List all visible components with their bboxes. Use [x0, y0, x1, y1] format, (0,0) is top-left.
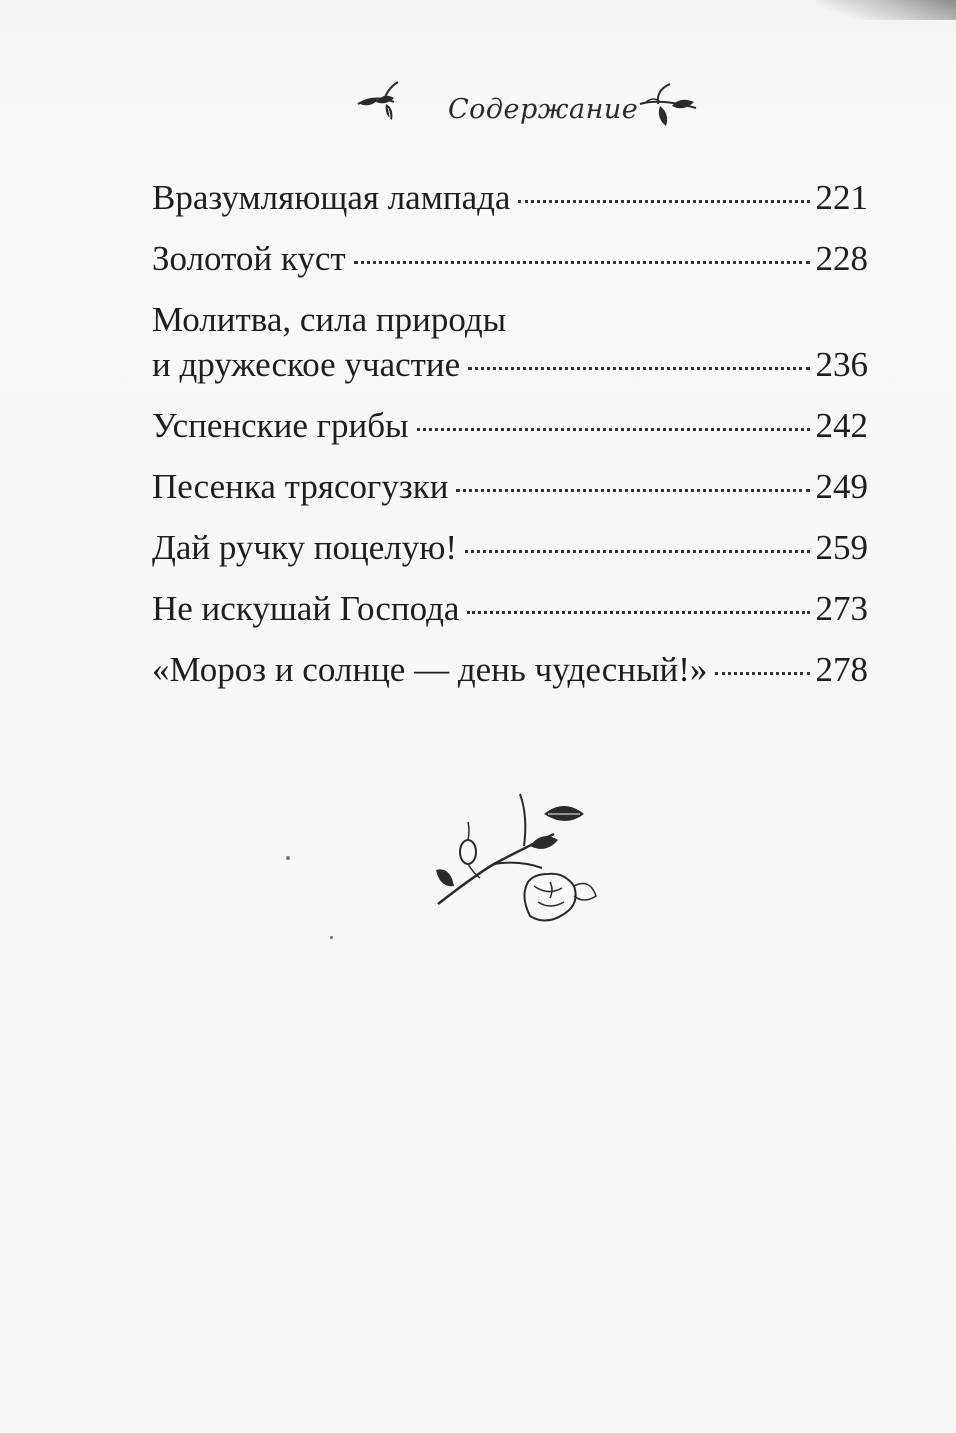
page-edge-shadow — [816, 0, 956, 20]
leaf-sprig-icon — [636, 78, 700, 139]
page-title: Содержание — [448, 94, 639, 125]
toc-entry[interactable] — [152, 525, 868, 570]
rose-branch-icon — [424, 786, 604, 941]
toc-entry-page: 228 — [815, 239, 868, 278]
dot-leader — [465, 550, 809, 553]
toc-entry[interactable] — [152, 586, 868, 631]
toc-entry-title: Золотой куст — [152, 239, 346, 278]
dot-leader — [468, 367, 809, 370]
toc-entry[interactable] — [152, 647, 868, 692]
dot-leader — [518, 200, 809, 203]
toc-entry-title: Успенские грибы — [152, 406, 409, 445]
toc-entry[interactable] — [152, 464, 868, 509]
toc-entry-title: Дай ручку поцелую! — [152, 528, 458, 567]
dot-leader — [715, 672, 809, 675]
toc-entry-page: 273 — [815, 589, 868, 628]
print-speck — [286, 856, 290, 860]
dot-leader — [456, 489, 809, 492]
toc-entry-title-line1: Молитва, сила природы — [152, 300, 507, 339]
print-speck — [330, 936, 333, 939]
dot-leader — [467, 611, 809, 614]
toc-entry-page: 221 — [815, 178, 868, 217]
toc-entry[interactable] — [152, 297, 868, 387]
toc-entry-page: 259 — [815, 528, 868, 567]
toc-entry-title-line2: и дружеское участие — [152, 345, 461, 384]
toc-entry-page: 278 — [815, 650, 868, 689]
leaf-sprig-icon — [354, 78, 418, 131]
toc-entry-title: Вразумляющая лампада — [152, 178, 511, 217]
table-of-contents — [152, 175, 868, 708]
toc-entry-page: 242 — [815, 406, 868, 445]
toc-entry-title: «Мороз и солнце — день чудесный!» — [152, 650, 708, 689]
dot-leader — [417, 428, 810, 431]
toc-entry-title: Песенка трясогузки — [152, 467, 449, 506]
toc-entry-page: 249 — [815, 467, 868, 506]
toc-entry[interactable] — [152, 236, 868, 281]
toc-entry[interactable] — [152, 175, 868, 220]
toc-entry-page: 236 — [815, 345, 868, 384]
dot-leader — [354, 261, 810, 264]
contents-header — [0, 72, 956, 142]
toc-entry[interactable] — [152, 403, 868, 448]
toc-entry-title: Не искушай Господа — [152, 589, 460, 628]
